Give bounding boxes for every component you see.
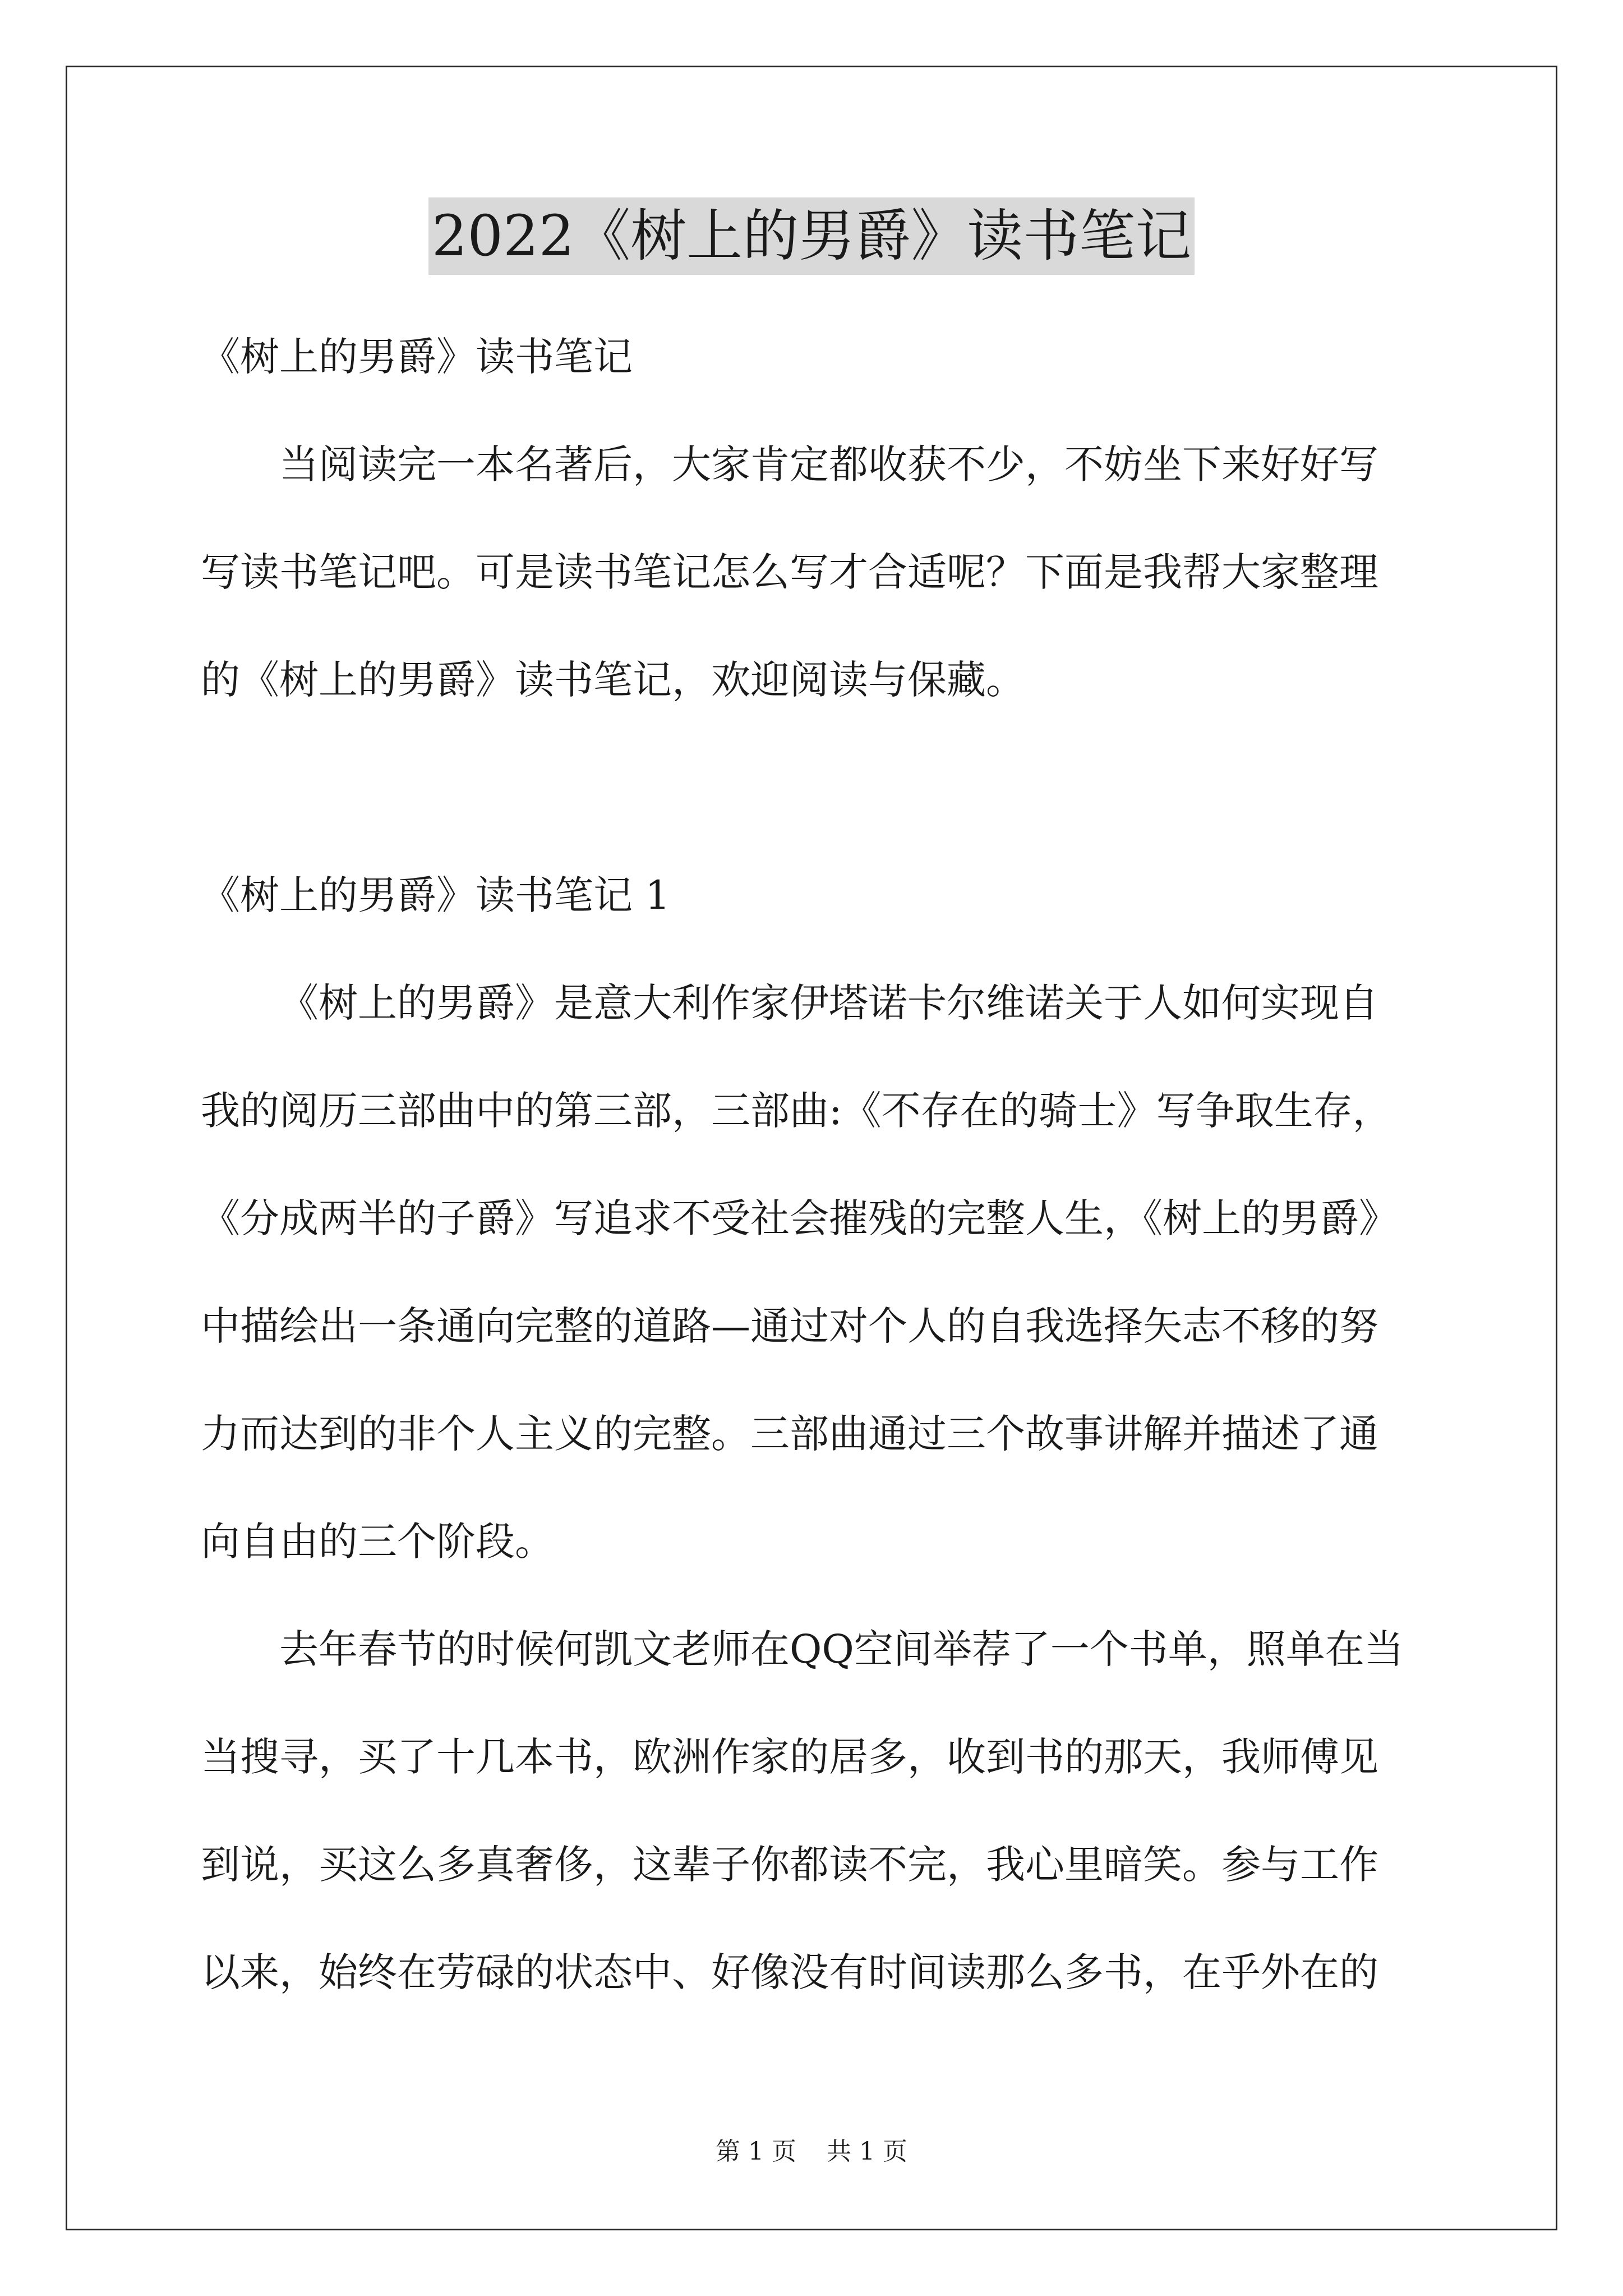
section-heading: 《树上的男爵》读书笔记 1 bbox=[201, 872, 670, 918]
paragraph-line: 中描绘出一条通向完整的道路—通过对个人的自我选择矢志不移的努 bbox=[201, 1303, 1378, 1349]
paragraph-line: 当搜寻，买了十几本书，欧洲作家的居多，收到书的那天，我师傅见 bbox=[201, 1734, 1378, 1780]
paragraph-line: 《树上的男爵》是意大利作家伊塔诺卡尔维诺关于人如何实现自 bbox=[279, 980, 1378, 1026]
subtitle-line: 《树上的男爵》读书笔记 bbox=[201, 334, 633, 380]
paragraph-line: 我的阅历三部曲中的第三部，三部曲:《不存在的骑士》写争取生存， bbox=[201, 1088, 1392, 1134]
paragraph-line: 《分成两半的子爵》写追求不受社会摧残的完整人生，《树上的男爵》 bbox=[201, 1195, 1398, 1241]
paragraph-line: 以来，始终在劳碌的状态中、好像没有时间读那么多书，在乎外在的 bbox=[201, 1949, 1378, 1995]
paragraph-line: 向自由的三个阶段。 bbox=[201, 1519, 554, 1565]
paragraph-line: 的《树上的男爵》读书笔记，欢迎阅读与保藏。 bbox=[201, 657, 1025, 703]
paragraph-line: 当阅读完一本名著后，大家肯定都收获不少，不妨坐下来好好写 bbox=[279, 441, 1378, 487]
paragraph-line: 力而达到的非个人主义的完整。三部曲通过三个故事讲解并描述了通 bbox=[201, 1411, 1378, 1457]
page-number: 第 1 页 bbox=[716, 2137, 796, 2166]
page-footer bbox=[0, 2135, 1623, 2169]
paragraph-line: 写读书笔记吧。可是读书笔记怎么写才合适呢？下面是我帮大家整理 bbox=[201, 549, 1378, 595]
page-total: 共 1 页 bbox=[827, 2137, 907, 2166]
blank-line bbox=[201, 734, 1474, 841]
paragraph-line: 去年春节的时候何凯文老师在QQ空间举荐了一个书单，照单在当 bbox=[279, 1626, 1404, 1672]
paragraph-line: 到说，买这么多真奢侈，这辈子你都读不完，我心里暗笑。参与工作 bbox=[201, 1842, 1378, 1888]
document-title: 2022《树上的男爵》读书笔记 bbox=[428, 197, 1195, 275]
title-container bbox=[0, 197, 1623, 275]
document-body bbox=[201, 303, 1474, 2026]
